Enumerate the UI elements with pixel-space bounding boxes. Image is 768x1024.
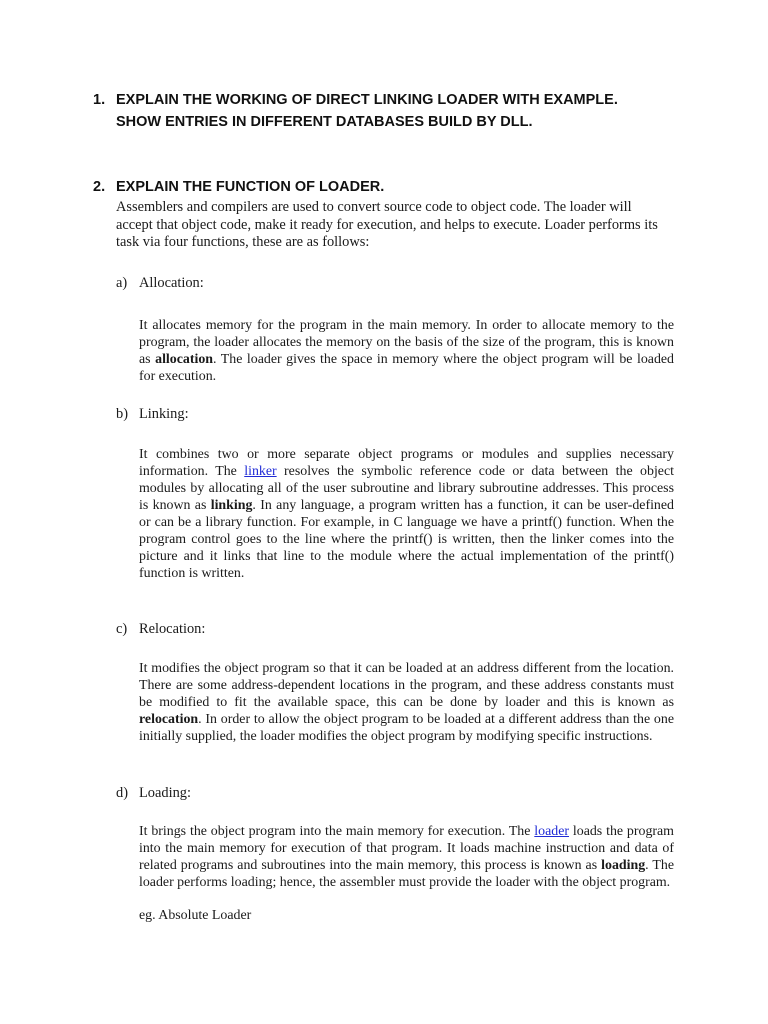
allocation-heading [116, 274, 204, 292]
linking-heading-label: Linking: [139, 406, 189, 422]
linking-text-1: It combines two or more separate object programs or modules and supplies necessary information. The [139, 447, 674, 479]
allocation-term: allocation [155, 352, 214, 367]
relocation-letter: c) [116, 621, 128, 637]
loading-term: loading [601, 858, 646, 873]
loading-text-1: It brings the object program into the main memory for execution. The [139, 824, 535, 839]
question-1 [93, 89, 693, 133]
allocation-text-2: . The loader gives the space in memory where the object program will be loaded for execution. [139, 352, 674, 384]
loader-link[interactable]: loader [534, 824, 570, 839]
allocation-letter: a) [116, 275, 128, 291]
question-1-number: 1. [93, 92, 106, 108]
question-2-title: EXPLAIN THE FUNCTION OF LOADER. [116, 179, 385, 195]
relocation-paragraph [139, 660, 674, 745]
linking-letter: b) [116, 406, 128, 422]
allocation-heading-label: Allocation: [139, 275, 204, 291]
relocation-text-1: It modifies the object program so that it can be loaded at an address different from the location. There are some address-dependent locations in the program, and these address constants must be modified to fit the available space, this can be done by loader and this is known as [139, 661, 674, 710]
linker-link[interactable]: linker [244, 464, 277, 479]
loading-example: eg. Absolute Loader [139, 908, 252, 923]
question-2-number: 2. [93, 179, 106, 195]
linking-term: linking [210, 498, 253, 513]
question-1-line-2: SHOW ENTRIES IN DIFFERENT DATABASES BUILD BY DLL. [116, 114, 533, 130]
linking-heading [116, 405, 189, 423]
linking-text-3: . In any language, a program written has a function, it can be user-defined or can be a library function. For example, in C language we have a printf() function. When the program control goes to the line where the printf() is written, then the linker comes into the picture and it links that line to the module where the actual implementation of the printf() function is written. [139, 498, 674, 581]
loading-paragraph [139, 823, 674, 891]
loading-text-2: loads the program into the main memory for execution of that program. It loads machine instruction and data of related programs and subroutines into the main memory, this process is known as [139, 824, 674, 873]
relocation-term: relocation [139, 712, 199, 727]
question-1-line-1: EXPLAIN THE WORKING OF DIRECT LINKING LOADER WITH EXAMPLE. [116, 92, 618, 108]
loading-text-3: . The loader performs loading; hence, the assembler must provide the loader with the object program. [139, 858, 674, 890]
linking-text-2: resolves the symbolic reference code or data between the object modules by allocating all of the user subroutine and library subroutine addresses. This process is known as [139, 464, 674, 513]
loading-heading [116, 784, 191, 802]
loading-heading-label: Loading: [139, 785, 191, 801]
relocation-heading-label: Relocation: [139, 621, 206, 637]
relocation-heading [116, 620, 205, 638]
question-2 [93, 176, 693, 198]
allocation-paragraph [139, 317, 674, 385]
allocation-text-1: It allocates memory for the program in the main memory. In order to allocate memory to the program, the loader allocates the memory on the basis of the size of the program, this is known as [139, 318, 674, 367]
question-2-intro: Assemblers and compilers are used to convert source code to object code. The loader will accept that object code, make it ready for execution, and helps to execute. Loader performs its task via four functions, these are as follows: [116, 199, 658, 250]
linking-paragraph [139, 446, 674, 582]
loading-letter: d) [116, 785, 128, 801]
relocation-text-2: . In order to allow the object program to be loaded at a different address than the one initially supplied, the loader modifies the object program by modifying specific instructions. [139, 712, 674, 744]
